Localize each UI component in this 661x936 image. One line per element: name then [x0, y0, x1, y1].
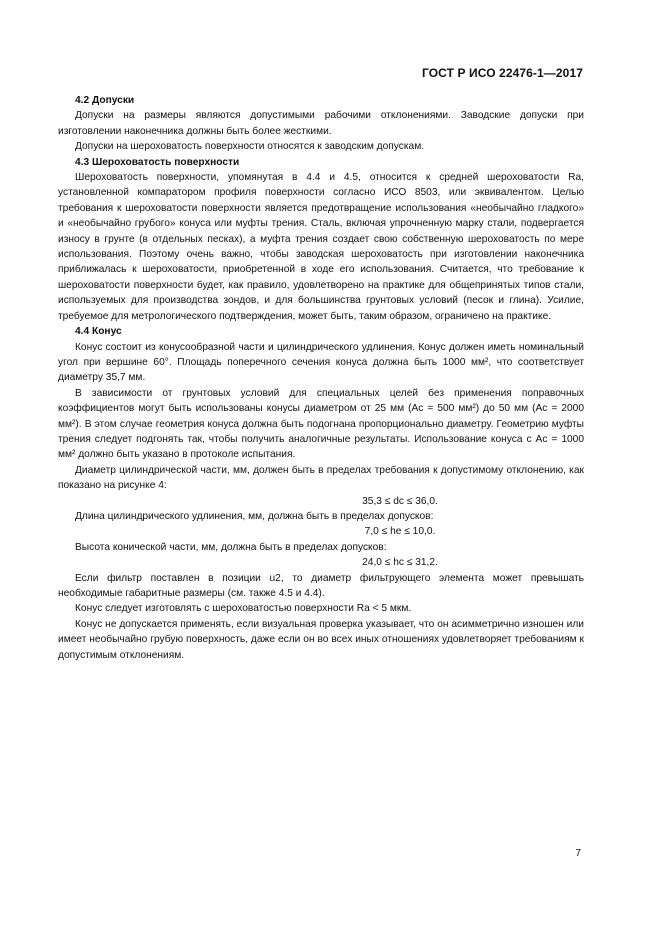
document-body	[58, 93, 584, 663]
section-4-4-paragraph-4: Длина цилиндрического удлинения, мм, должна быть в пределах допусков:	[75, 510, 434, 522]
section-4-3-paragraph-1: Шероховатость поверхности, упомянутая в 4.4 и 4.5, относится к средней шероховатости Ra, установленной компаратором профиля поверхности согласно ИСО 8503, или эквивалентом. Целью требования к шероховатости поверхности является предотвращение использования «необычайно гладкого» и «необычайно грубого» конуса или муфты трения. Сталь, включая упрочненную марку стали, подвергается износу в грунте (в отдельных песках), а муфта трения создает свою собственную шероховатость по мере использования. Поэтому очень важно, чтобы заводская шероховатость при изготовлении наконечника приближалась к шероховатости, приобретенной в ходе его использования. Считается, что требование к шероховатости поверхности будет, как правило, удовлетворено на практике для общепринятых типов стали, используемых для производства зондов, и для большинства грунтовых условий (песок и глина). Усилие, требуемое для метрологического подтверждения, может быть, таким образом, ограничено на практике.	[58, 172, 584, 322]
formula-extension-length: 7,0 ≤ he ≤ 10,0.	[364, 526, 436, 538]
section-4-4-paragraph-2: В зависимости от грунтовых условий для специальных целей без применения поправочных коэффициентов могут быть использованы конусы диаметром от 25 мм (Ac = 500 мм²) до 50 мм (Ac = 2000 мм²). В этом случае геометрия конуса должна быть подогнана пропорционально диаметру. Геометрию муфты трения следует подгонять так, чтобы получить аналогичные результаты. Использование конуса с Ac = 1000 мм² должно быть указано в протоколе испытания.	[58, 387, 584, 461]
section-4-2-paragraph-1: Допуски на размеры являются допустимыми рабочими отклонениями. Заводские допуски при изготовлении наконечника должны быть более жесткими.	[58, 110, 584, 137]
section-4-4-paragraph-5: Высота конической части, мм, должна быть в пределах допусков:	[75, 541, 387, 553]
section-4-2-paragraph-2: Допуски на шероховатость поверхности относятся к заводским допускам.	[75, 141, 425, 153]
section-4-4-paragraph-8: Конус не допускается применять, если визуальная проверка указывает, что он асимметрично изношен или имеет необычайно грубую поверхность, даже если он во всех иных отношениях удовлетворяет требованиям к допустимым отклонениям.	[58, 618, 584, 661]
section-4-4-heading: 4.4 Конус	[75, 326, 122, 338]
section-4-4-paragraph-1: Конус состоит из конусообразной части и цилиндрического удлинения. Конус должен иметь номинальный угол при вершине 60°. Площадь поперечного сечения конуса должна быть 1000 мм², что соответствует диаметру 35,7 мм.	[58, 341, 584, 384]
section-4-2-heading: 4.2 Допуски	[75, 95, 135, 106]
formula-cylinder-diameter: 35,3 ≤ dc ≤ 36,0.	[362, 495, 438, 507]
section-4-4-paragraph-7: Конус следует изготовлять с шероховатостью поверхности Ra < 5 мкм.	[75, 603, 412, 615]
section-4-4-paragraph-6: Если фильтр поставлен в позиции u2, то диаметр фильтрующего элемента может превышать необходимые габаритные размеры (см. также 4.5 и 4.4).	[58, 572, 584, 599]
page-number: 7	[575, 848, 581, 859]
document-code: ГОСТ Р ИСО 22476-1—2017	[421, 66, 583, 80]
formula-cone-height: 24,0 ≤ hc ≤ 31,2.	[362, 557, 438, 569]
section-4-3-heading: 4.3 Шероховатость поверхности	[75, 156, 240, 168]
section-4-4-paragraph-3: Диаметр цилиндрической части, мм, должен быть в пределах требования к допустимому отклонению, как показано на рисунке 4:	[58, 464, 584, 492]
